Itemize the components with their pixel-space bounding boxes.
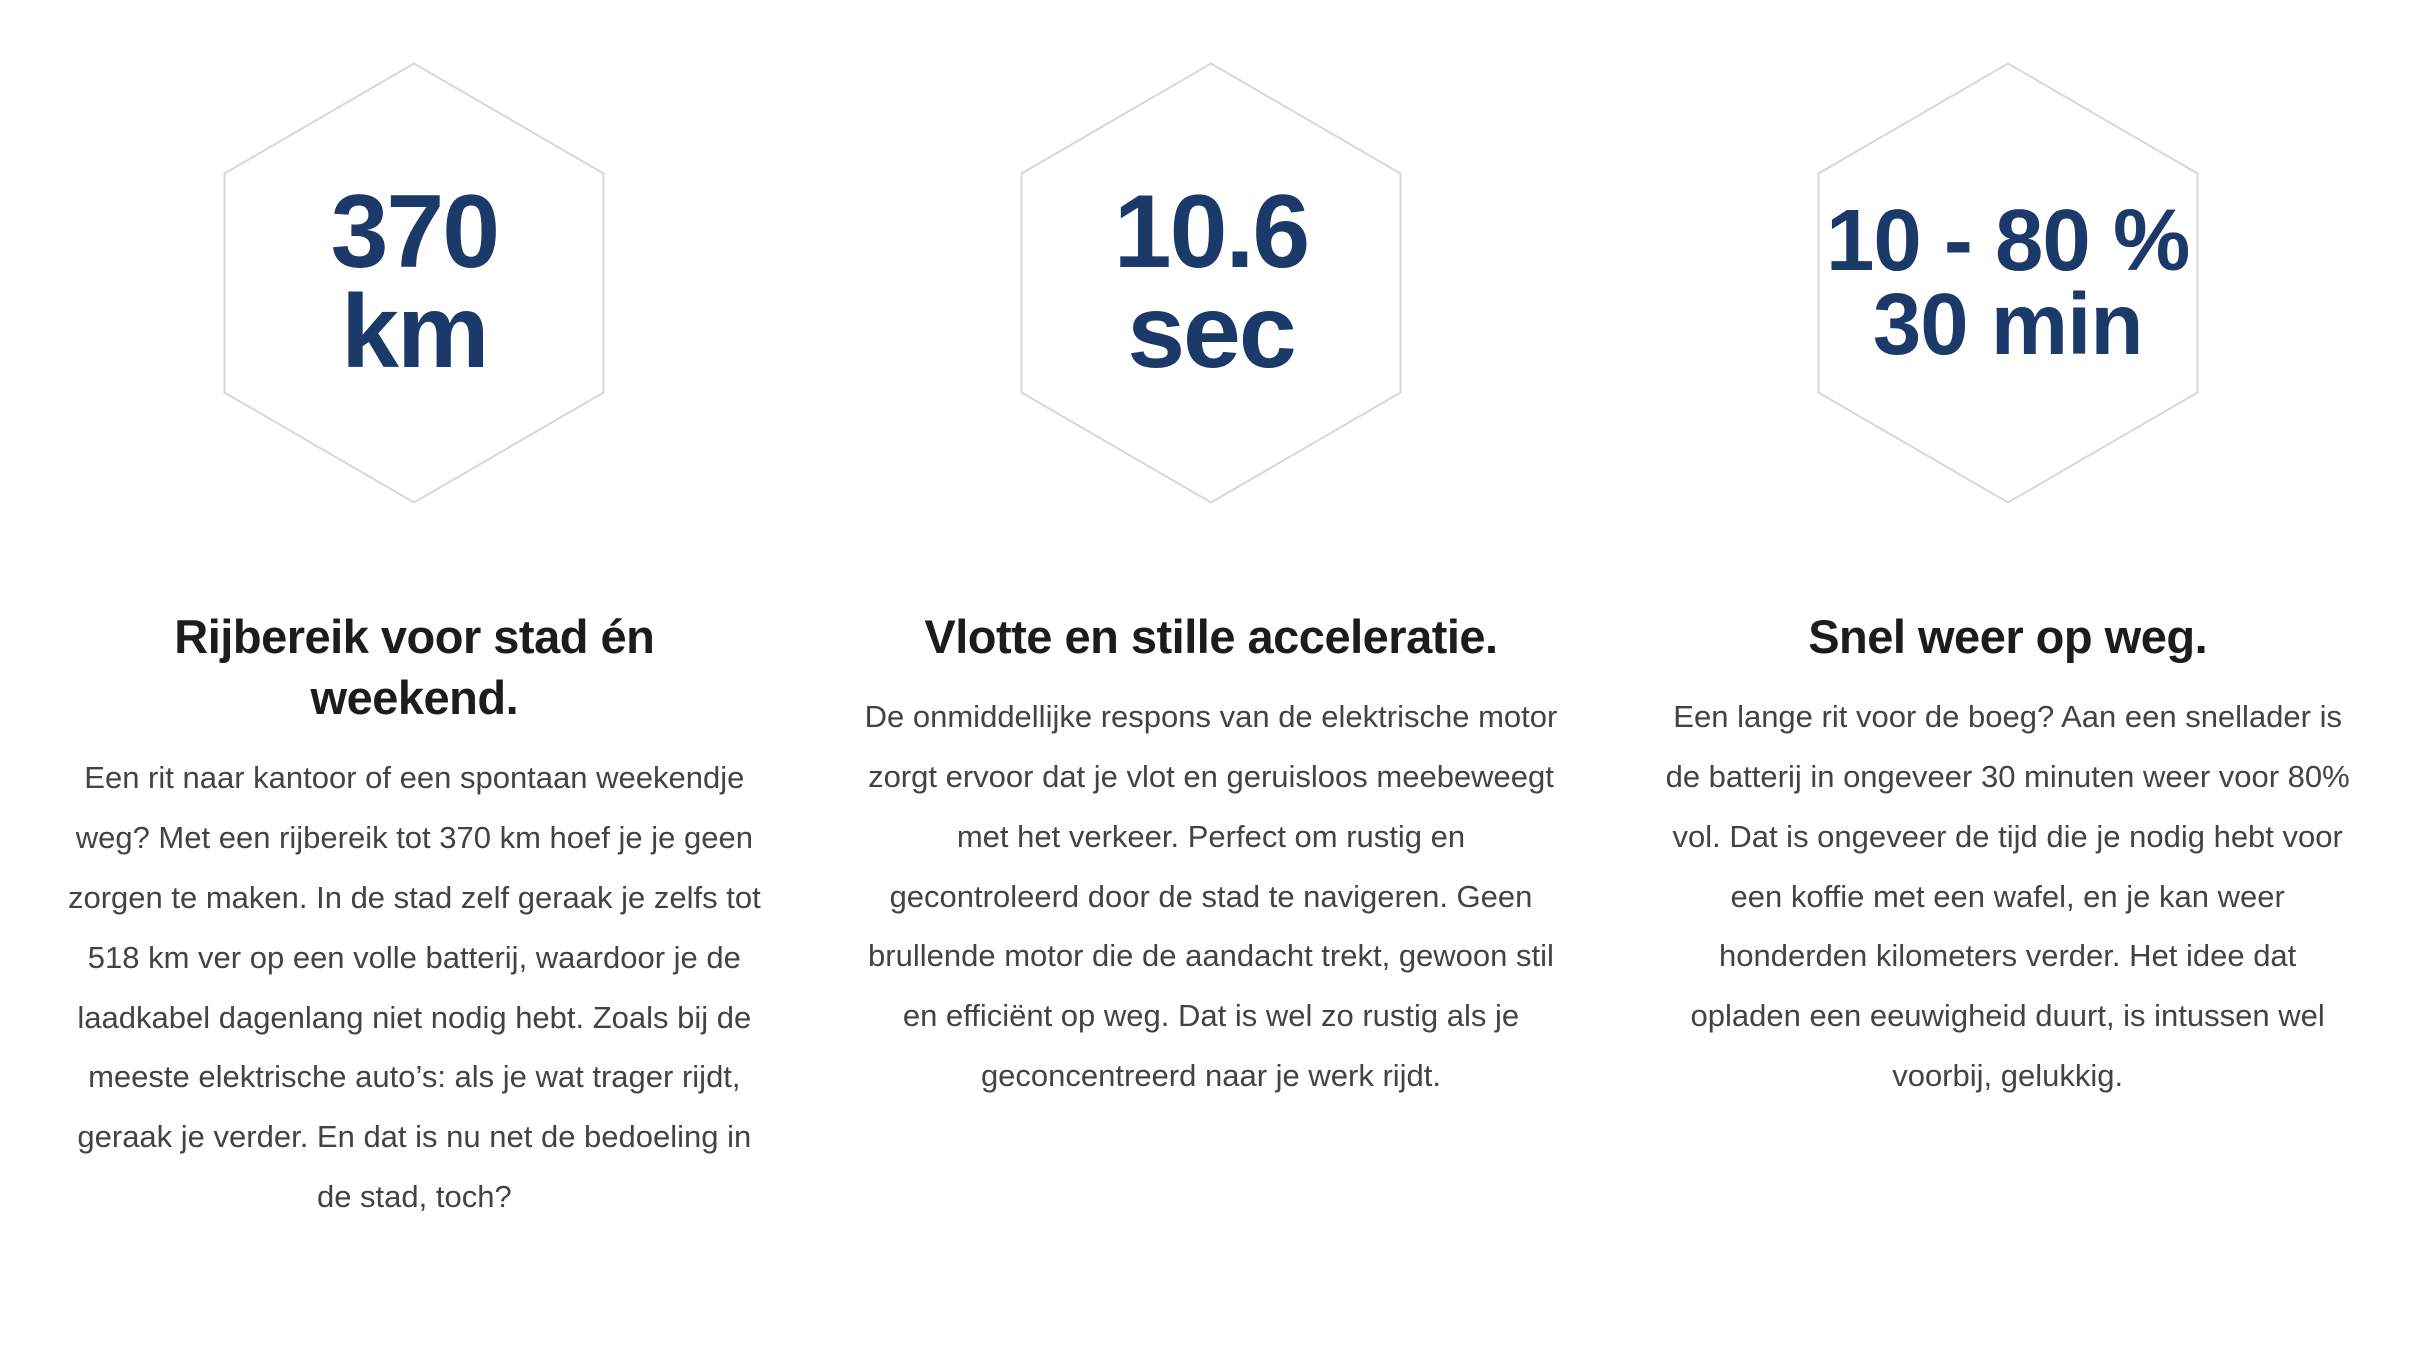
stat-column-range: [34, 48, 795, 1368]
acceleration-stat-heading: Vlotte en stille acceleratie.: [924, 610, 1498, 663]
stat-value-line: 370: [330, 174, 499, 291]
stat-unit-line: sec: [1127, 274, 1295, 390]
stat-column-charging: [1627, 48, 2388, 1368]
stat-unit-line: 30 min: [1872, 276, 2143, 373]
charging-stat-description: Een lange rit voor de boeg? Aan een snellader is de batterij in ongeveer 30 minuten weer voor 80% vol. Dat is ongeveer de tijd die je nodig hebt voor een koffie met een wafel, en je kan weer honderden kilometers verder. Het idee dat opladen een eeuwigheid duurt, is intussen wel voorbij, gelukkig.: [1665, 699, 2350, 1094]
acceleration-stat-value: [1020, 62, 1402, 504]
stat-value-line: 10 - 80 %: [1825, 192, 2190, 290]
range-stat-description: Een rit naar kantoor of een spontaan weekendje weg? Met een rijbereik tot 370 km hoef je je geen zorgen te maken. In de stad zelf geraak je zelfs tot 518 km ver op een volle batterij, waardoor je de laadkabel dagenlang niet nodig hebt. Zoals bij de meeste elektrische auto’s: als je wat trager rijdt, geraak je verder. En dat is nu net de bedoeling in de stad, toch?: [67, 760, 761, 1214]
charging-stat-heading: Snel weer op weg.: [1808, 610, 2208, 663]
range-stat-heading: Rijbereik voor stad én weekend.: [174, 610, 655, 725]
acceleration-stat-description: De onmiddellijke respons van de elektrische motor zorgt ervoor dat je vlot en geruisloos meebeweegt met het verkeer. Perfect om rustig en gecontroleerd door de stad te navigeren. Geen brullende motor die de aandacht trekt, gewoon stil en efficiënt op weg. Dat is wel zo rustig als je geconcentreerd naar je werk rijdt.: [864, 699, 1558, 1094]
acceleration-stat-hexagon: [1020, 62, 1402, 504]
stat-column-acceleration: [831, 48, 1592, 1368]
stat-value-line: 10.6: [1113, 174, 1309, 291]
range-stat-hexagon: [223, 62, 605, 504]
stat-unit-line: km: [341, 274, 488, 390]
charging-stat-hexagon: [1817, 62, 2199, 504]
range-stat-value: [223, 62, 605, 504]
charging-stat-value: [1817, 62, 2199, 504]
